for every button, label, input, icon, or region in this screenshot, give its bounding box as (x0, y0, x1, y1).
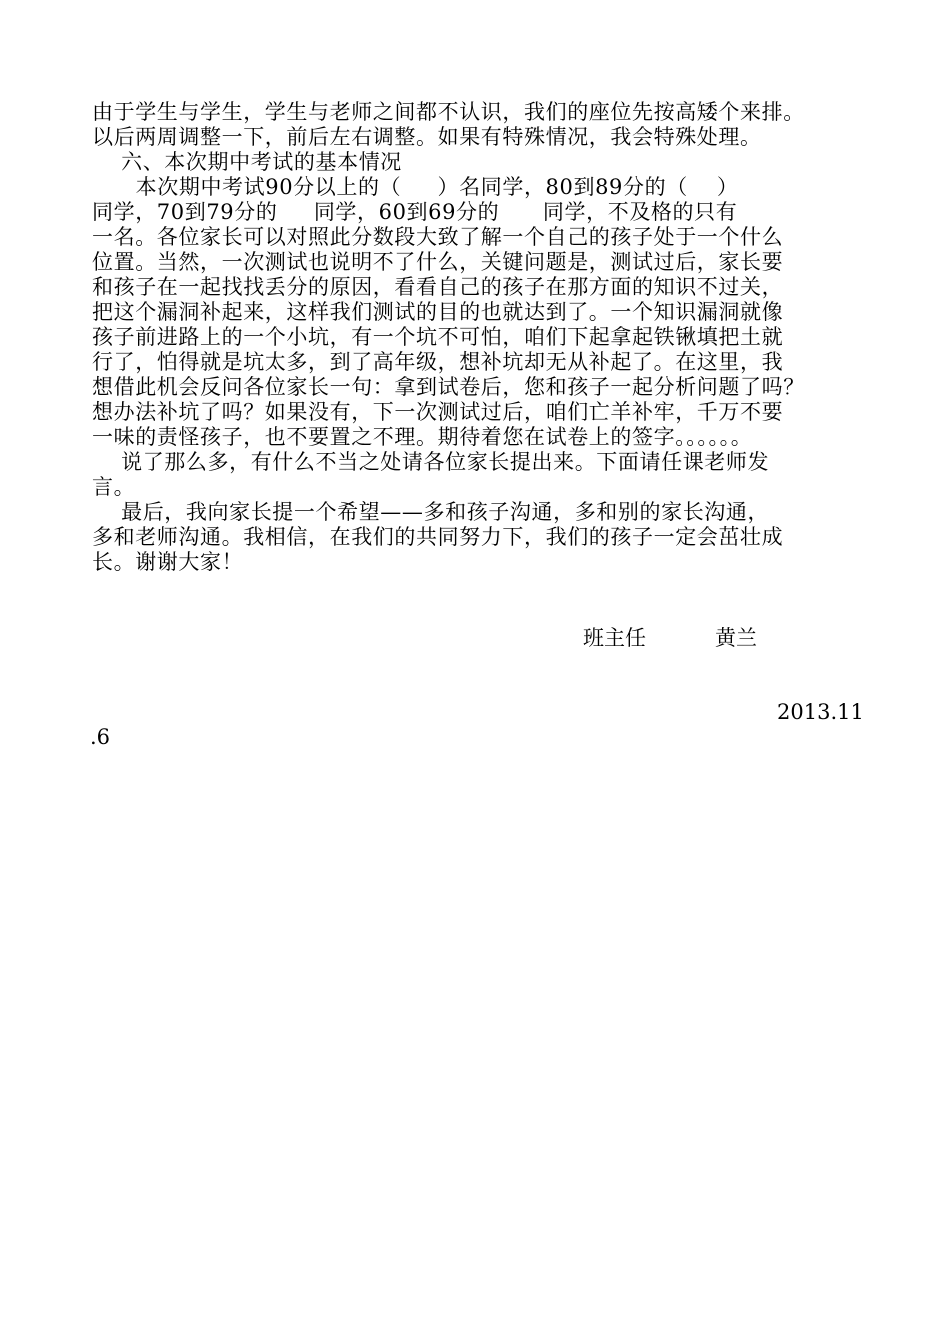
body-line: 孩子前进路上的一个小坑，有一个坑不可怕，咱们下起拿起铁锹填把土就 (92, 325, 784, 349)
body-line: 和孩子在一起找找丢分的原因，看看自己的孩子在那方面的知识不过关， (92, 275, 784, 299)
body-line: 把这个漏洞补起来，这样我们测试的目的也就达到了。一个知识漏洞就像 (92, 300, 784, 324)
signature-role: 班主任 (583, 626, 646, 650)
body-line: 一味的责怪孩子，也不要置之不理。期待着您在试卷上的签字。。。。。。 (92, 425, 753, 449)
body-line: 长。谢谢大家！ (92, 550, 244, 574)
body-line: 位置。当然，一次测试也说明不了什么，关键问题是，测试过后，家长要 (92, 250, 784, 274)
body-line: 想办法补坑了吗？如果没有，下一次测试过后，咱们亡羊补牢，千万不要 (92, 400, 784, 424)
body-line: 一名。各位家长可以对照此分数段大致了解一个自己的孩子处于一个什么 (92, 225, 784, 249)
section-heading: 六、本次期中考试的基本情况 (92, 150, 402, 174)
body-line: 多和老师沟通。我相信，在我们的共同努力下，我们的孩子一定会茁壮成 (92, 525, 784, 549)
signature-name: 黄兰 (715, 626, 757, 650)
body-line: 由于学生与学生，学生与老师之间都不认识，我们的座位先按高矮个来排。 (92, 100, 805, 124)
body-line: 说了那么多，有什么不当之处请各位家长提出来。下面请任课老师发 (92, 450, 770, 474)
date-line-2: .6 (90, 725, 111, 749)
body-line: 最后，我向家长提一个希望——多和孩子沟通，多和别的家长沟通， (92, 500, 770, 524)
body-line: 想借此机会反问各位家长一句：拿到试卷后，您和孩子一起分析问题了吗？ (92, 375, 805, 399)
body-line: 言。 (92, 475, 136, 499)
body-line: 本次期中考试90分以上的（ ）名同学，80到89分的（ ） (92, 175, 739, 199)
body-line: 同学，70到79分的 同学，60到69分的 同学，不及格的只有 (92, 200, 738, 224)
date-line-1: 2013.11 (777, 700, 864, 724)
body-line: 行了，怕得就是坑太多，到了高年级，想补坑却无从补起了。在这里，我 (92, 350, 784, 374)
body-line: 以后两周调整一下，前后左右调整。如果有特殊情况，我会特殊处理。 (92, 125, 762, 149)
